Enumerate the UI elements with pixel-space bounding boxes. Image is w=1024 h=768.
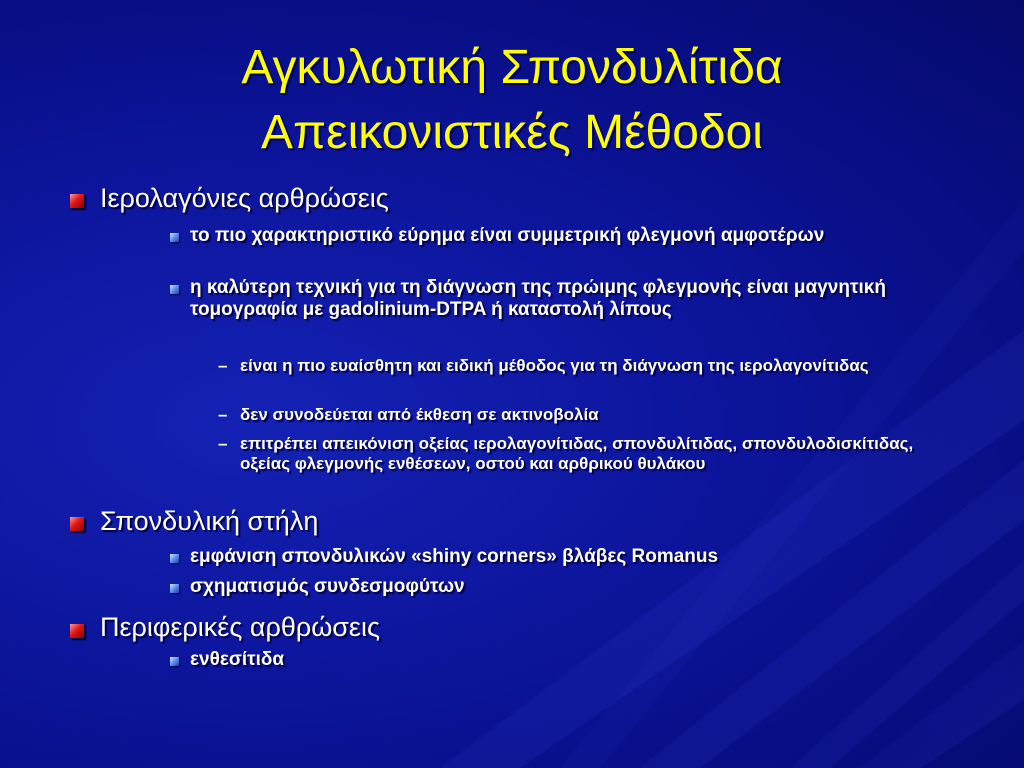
slide-title-line-2: Απεικονιστικές Μέθοδοι (261, 106, 763, 159)
red-square-bullet-icon (70, 194, 84, 208)
dash-bullet-icon: – (218, 356, 228, 375)
sub-list-item: είναι η πιο ευαίσθητη και ειδική μέθοδος για τη διάγνωση της ιερολαγονίτιδας (240, 356, 869, 375)
list-item: ενθεσίτιδα (190, 649, 285, 670)
section-heading-sacroiliac: Ιερολαγόνιες αρθρώσεις (100, 183, 389, 213)
list-item: το πιο χαρακτηριστικό εύρημα είναι συμμετρική φλεγμονή αμφοτέρων (190, 225, 825, 246)
blue-square-bullet-icon (170, 233, 179, 242)
sub-list-item: δεν συνοδεύεται από έκθεση σε ακτινοβολία (240, 405, 599, 424)
slide-title-line-1: Αγκυλωτική Σπονδυλίτιδα (241, 41, 783, 94)
dash-bullet-icon: – (218, 405, 228, 424)
section-heading-spine: Σπονδυλική στήλη (100, 506, 319, 536)
list-item: εμφάνιση σπονδυλικών «shiny corners» βλάβες Romanus (190, 546, 719, 567)
section-heading-peripheral: Περιφερικές αρθρώσεις (100, 612, 380, 642)
red-square-bullet-icon (70, 624, 84, 638)
blue-square-bullet-icon (170, 554, 179, 563)
dash-bullet-icon: – (218, 434, 228, 453)
blue-square-bullet-icon (170, 584, 179, 593)
blue-square-bullet-icon (170, 657, 179, 666)
list-item: σχηματισμός συνδεσμοφύτων (190, 576, 465, 597)
sub-list-item: επιτρέπει απεικόνιση οξείας ιερολαγονίτιδας, σπονδυλίτιδας, σπονδυλοδισκίτιδας, οξείας φλεγμονής ενθέσεων, οστού και αρθρικού θυλάκου (240, 434, 914, 473)
list-item: η καλύτερη τεχνική για τη διάγνωση της πρώιμης φλεγμονής είναι μαγνητική τομογραφία με gadolinium-DTPA ή καταστολή λίπους (190, 277, 886, 320)
blue-square-bullet-icon (170, 285, 179, 294)
red-square-bullet-icon (70, 517, 84, 531)
